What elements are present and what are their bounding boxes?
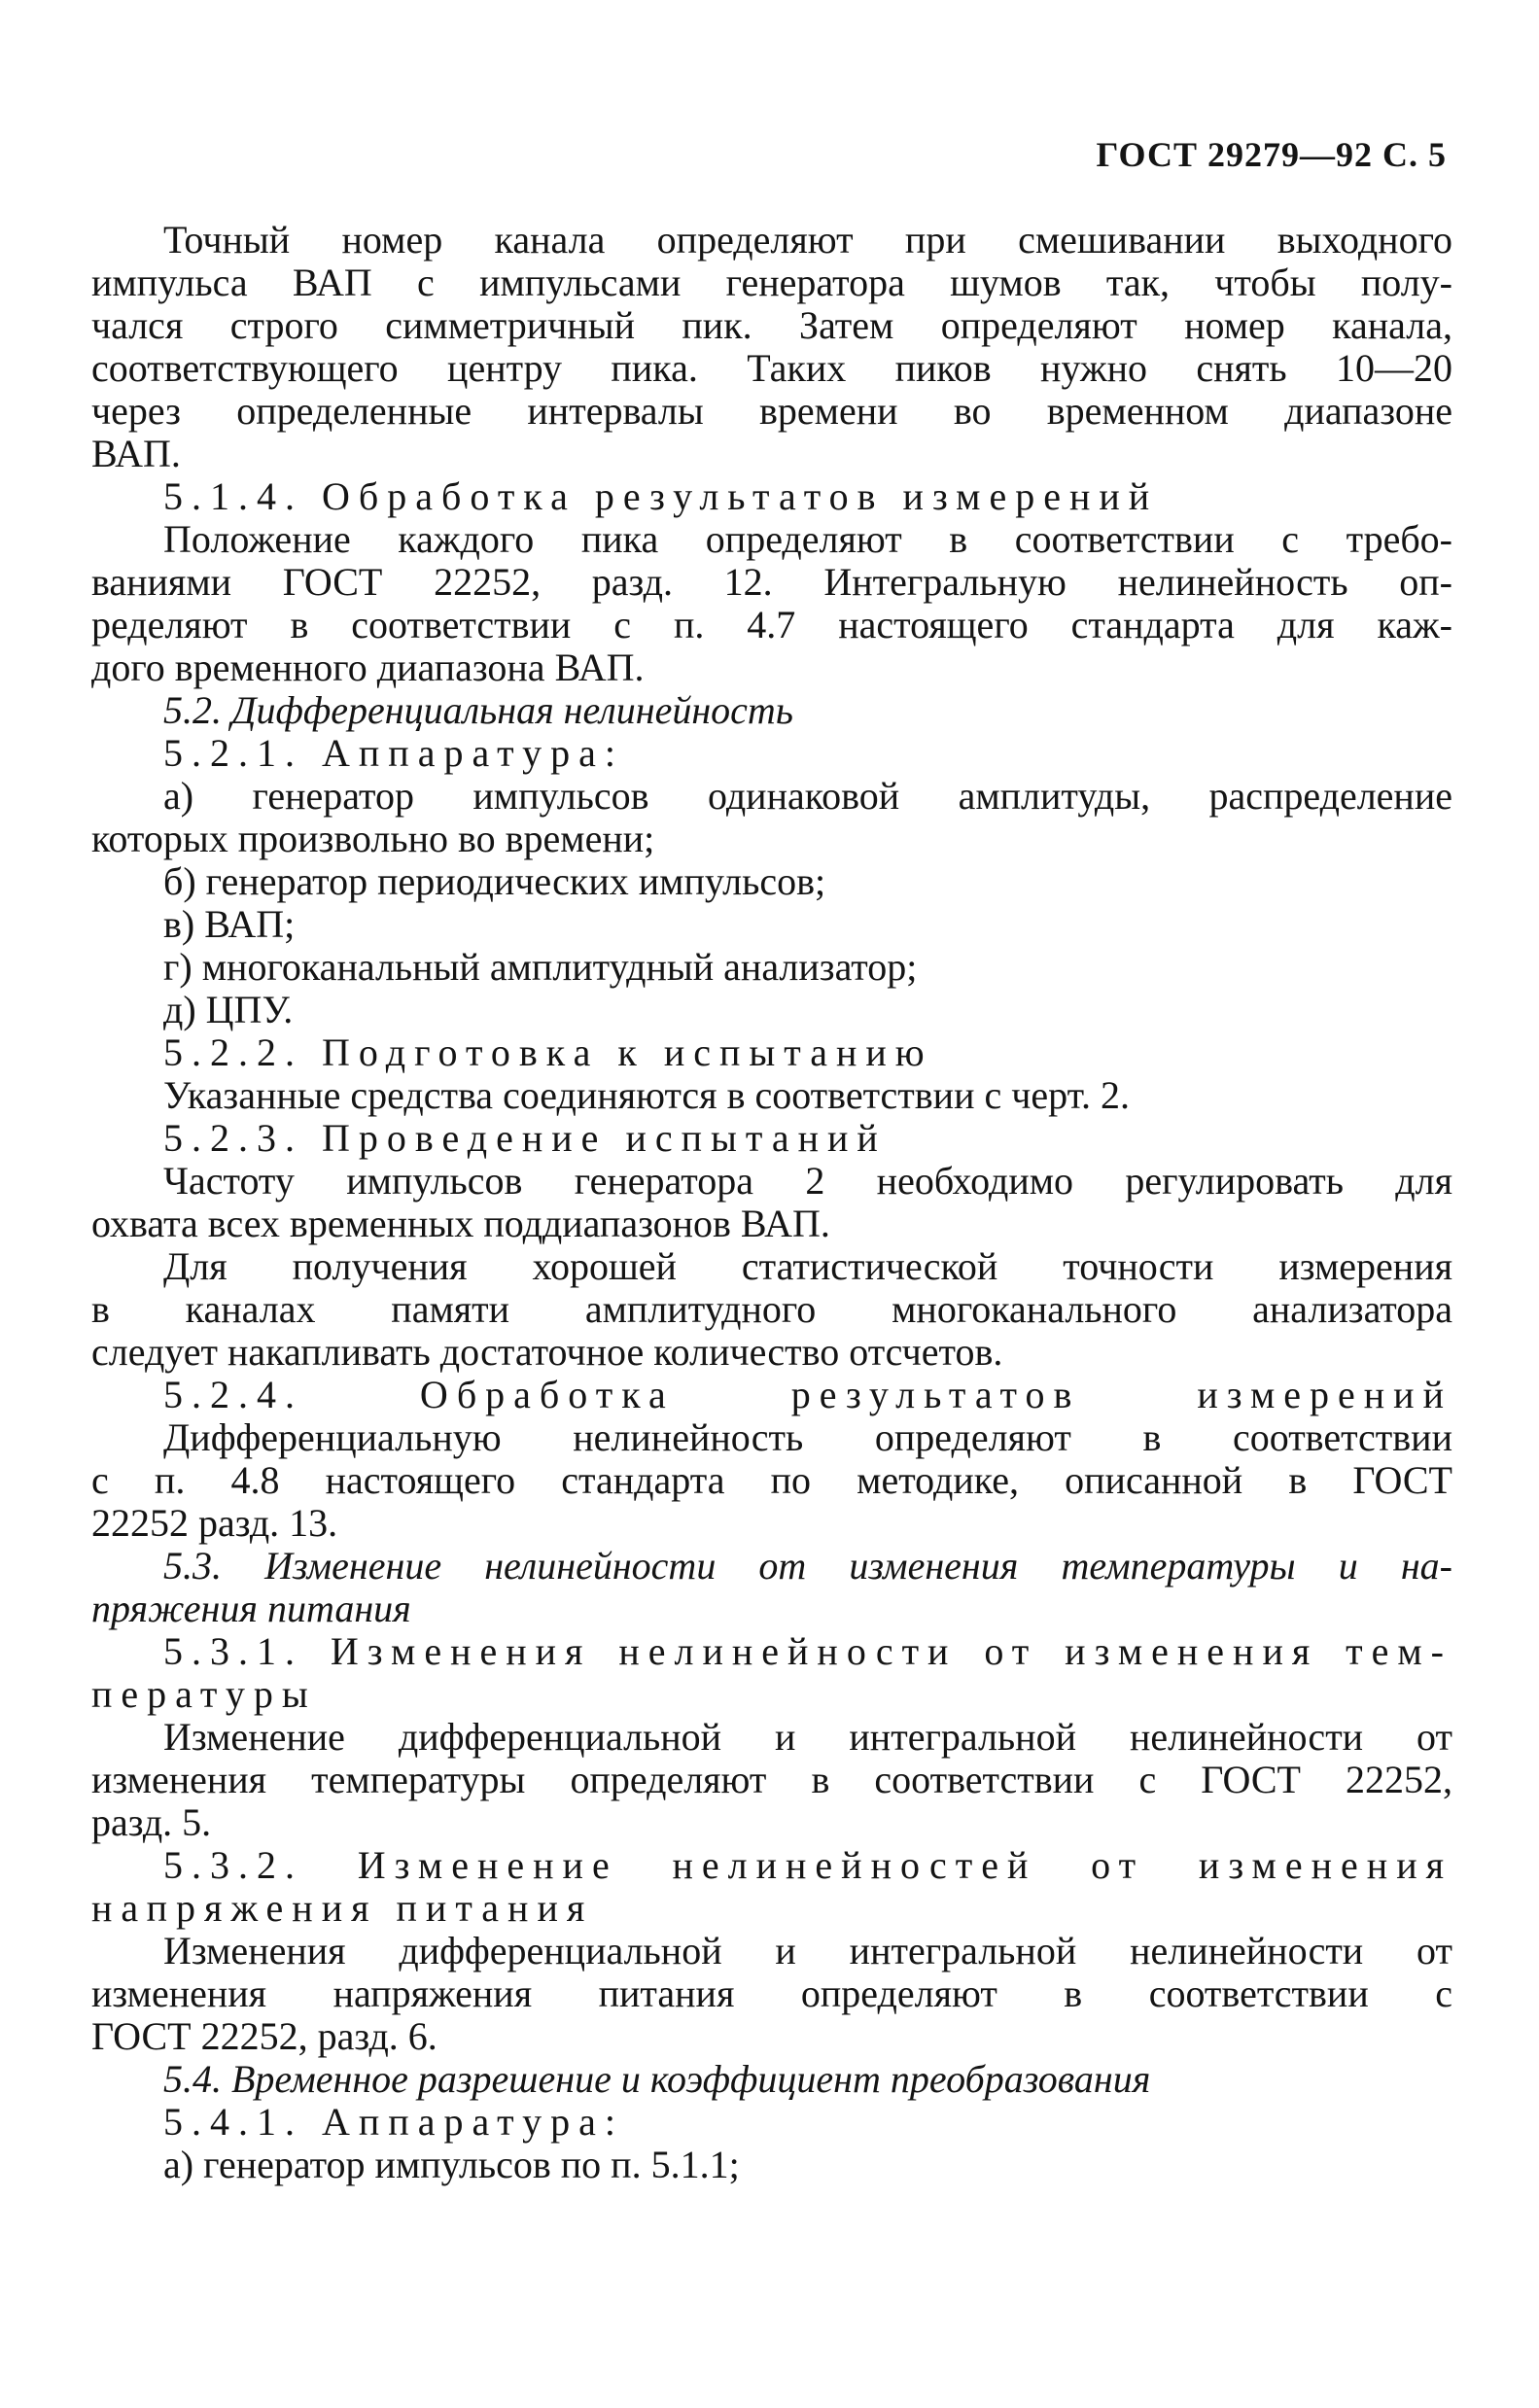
text-line: Для получения хорошей статистической точности измерения (163, 1244, 1452, 1288)
text-line: в каналах памяти амплитудного многоканального анализатора (91, 1287, 1452, 1331)
text-line: напряжения питания (91, 1886, 594, 1930)
text-line: а) генератор импульсов по п. 5.1.1; (163, 2143, 740, 2186)
text-line: Изменение дифференциальной и интегральной нелинейности от (163, 1715, 1452, 1759)
text-line: Частоту импульсов генератора 2 необходимо регулировать для (163, 1159, 1452, 1203)
text-line: 5.1.4. Обработка результатов измерений (163, 474, 1159, 518)
text-line: следует накапливать достаточное количество отсчетов. (91, 1330, 1003, 1374)
body-text (91, 219, 1452, 2186)
running-header: ГОСТ 29279—92 С. 5 (1096, 135, 1447, 174)
text-line: изменения напряжения питания определяют в соответствии с (91, 1972, 1452, 2015)
text-line: ГОСТ 22252, разд. 6. (91, 2014, 437, 2058)
text-line: импульса ВАП с импульсами генератора шумов так, чтобы полу- (91, 261, 1452, 304)
text-line: ределяют в соответствии с п. 4.7 настоящего стандарта для каж- (91, 603, 1452, 646)
text-line: ВАП. (91, 432, 181, 475)
text-line: Изменения дифференциальной и интегральной нелинейности от (163, 1929, 1452, 1972)
text-line: Точный номер канала определяют при смешивании выходного (163, 218, 1452, 262)
text-line: д) ЦПУ. (163, 988, 294, 1031)
text-line: 5.4. Временное разрешение и коэффициент преобразования (163, 2057, 1151, 2101)
text-line: пературы (91, 1672, 317, 1716)
text-line: чался строго симметричный пик. Затем определяют номер канала, (91, 303, 1452, 347)
text-line: Дифференциальную нелинейность определяют в соответствии (163, 1415, 1452, 1459)
text-line: изменения температуры определяют в соответствии с ГОСТ 22252, (91, 1758, 1452, 1801)
text-line: а) генератор импульсов одинаковой амплитуды, распределение (163, 774, 1452, 818)
text-line: 5.3.1. Изменения нелинейности от изменения тем- (163, 1629, 1452, 1673)
text-line: Положение каждого пика определяют в соответствии с требо- (163, 517, 1452, 561)
text-line: 5.3. Изменение нелинейности от изменения температуры и на- (163, 1544, 1452, 1588)
text-line: 5.2.4. Обработка результатов измерений (163, 1373, 1452, 1416)
text-line: 5.3.2. Изменение нелинейностей от изменения (163, 1843, 1452, 1887)
text-line: 5.2.1. Аппаратура: (163, 731, 624, 775)
text-line: 5.2.2. Подготовка к испытанию (163, 1030, 933, 1074)
text-line: Указанные средства соединяются в соответствии с черт. 2. (163, 1073, 1131, 1117)
text-line: охвата всех временных поддиапазонов ВАП. (91, 1202, 830, 1245)
text-line: соответствующего центру пика. Таких пиков нужно снять 10—20 (91, 346, 1452, 390)
text-line: 5.4.1. Аппаратура: (163, 2100, 624, 2144)
text-line: пряжения питания (91, 1587, 411, 1630)
text-line: 5.2. Дифференциальная нелинейность (163, 688, 794, 732)
text-line: разд. 5. (91, 1800, 212, 1844)
text-line: которых произвольно во времени; (91, 817, 655, 860)
text-line: б) генератор периодических импульсов; (163, 859, 826, 903)
text-line: г) многоканальный амплитудный анализатор; (163, 945, 918, 989)
text-line: с п. 4.8 настоящего стандарта по методике, описанной в ГОСТ (91, 1458, 1452, 1502)
text-line: в) ВАП; (163, 902, 296, 946)
text-line: ваниями ГОСТ 22252, разд. 12. Интегральную нелинейность оп- (91, 560, 1452, 604)
text-line: через определенные интервалы времени во временном диапазоне (91, 389, 1452, 433)
text-line: дого временного диапазона ВАП. (91, 646, 645, 689)
text-line: 22252 разд. 13. (91, 1501, 338, 1545)
text-line: 5.2.3. Проведение испытаний (163, 1116, 887, 1160)
